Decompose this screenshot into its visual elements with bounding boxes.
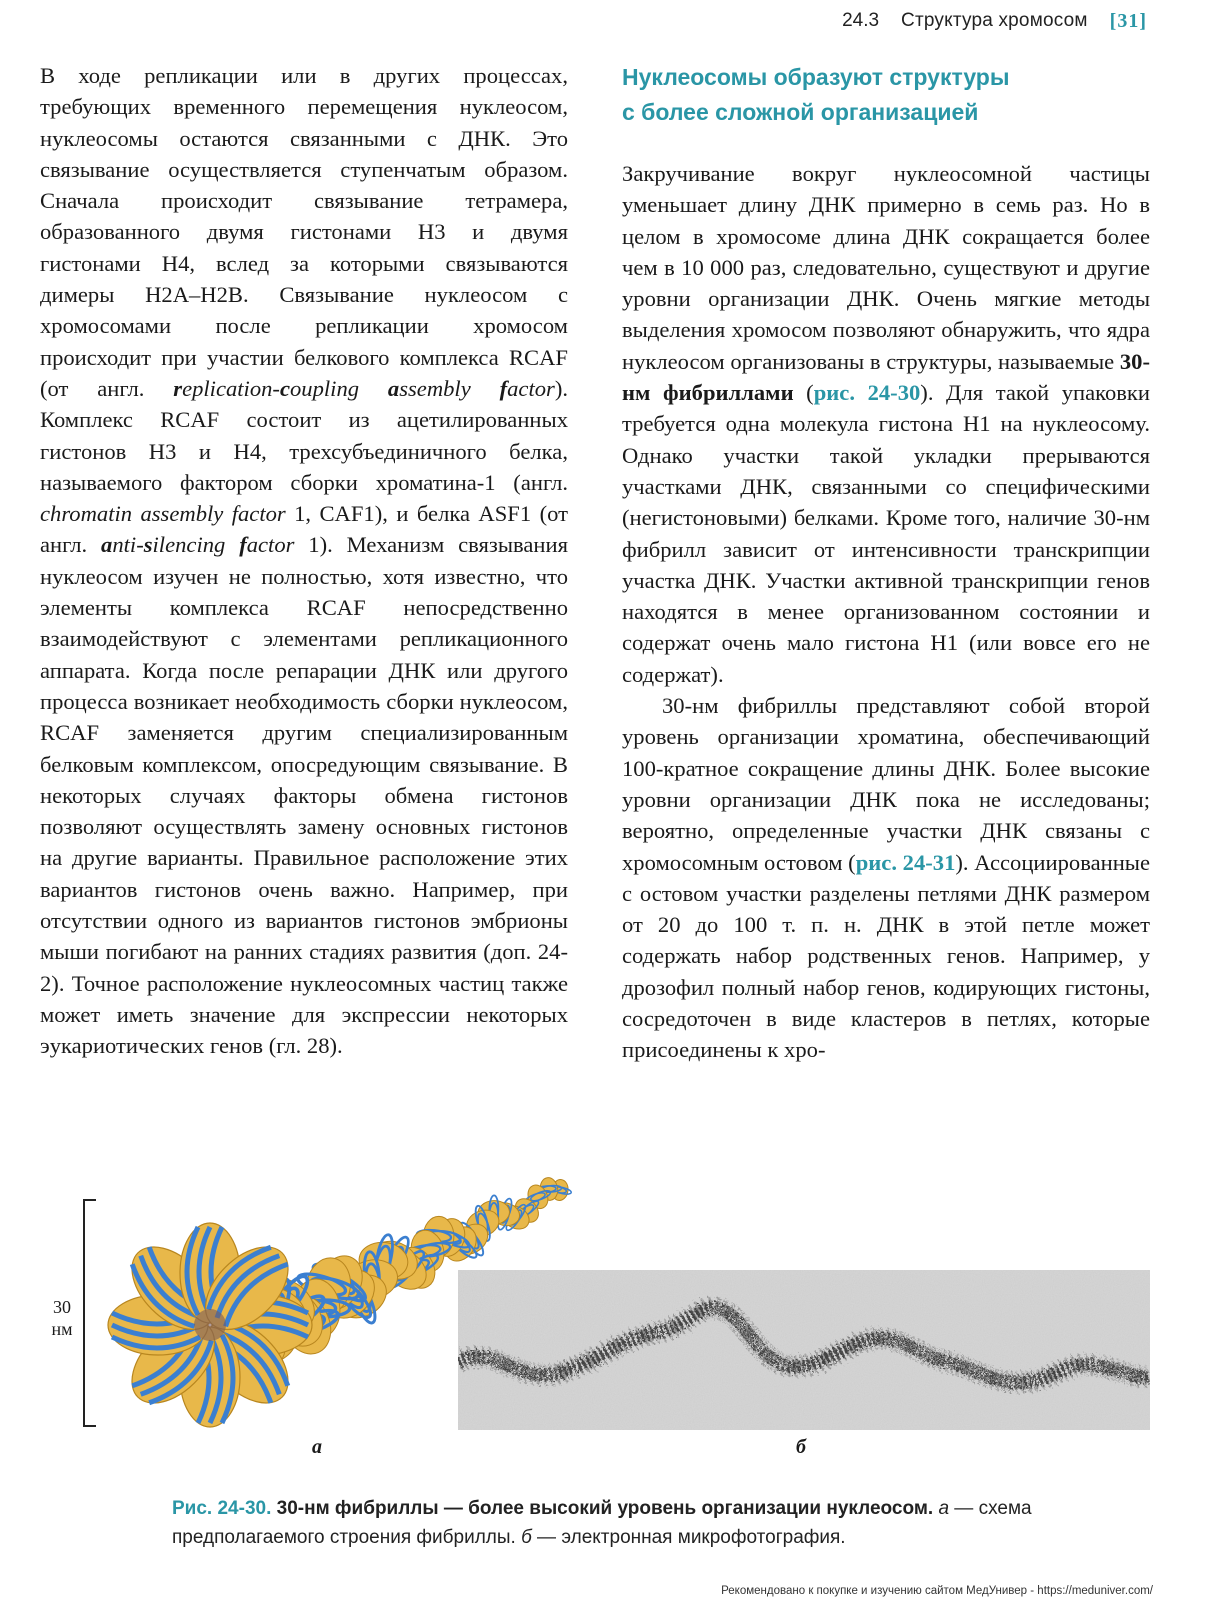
heading-line: Нуклеосомы образуют структуры [622,64,1010,90]
footer-note: Рекомендовано к покупке и изучению сайтом МедУнивер - https://meduniver.com/ [721,1585,1153,1597]
figure-ref-24-31[interactable]: рис. 24-31 [855,849,956,875]
scale-unit: нм [51,1319,73,1339]
asf-letter: a [101,532,113,558]
caption-label-b: б [515,1527,532,1548]
section-number: 24.3 [842,10,880,31]
text-run: ). Для такой упаковки требуется одна молекула гистона Н1 на нуклеосому. Однако участки такой укладки прерываются участками ДНК, связанными со специфическими (негистоновыми) белками. Кроме того, наличие 30-нм фибрилл зависит от интенсивности транскрипции участка ДНК. Участки активной транскрипции генов находятся в менее организованном состоянии и содержат очень мало гистона Н1 (или вовсе его не содержат). [622,380,1150,687]
caf-term: chromatin assembly factor [40,501,286,527]
scale-label [44,1296,80,1340]
asf-word: nti- [112,532,144,558]
rcaf-letter: c [279,375,290,401]
text-run: Закручивание вокруг нуклеосомной частицы уменьшает длину ДНК примерно в семь раз. Но в целом в хромосоме длина ДНК сокращается более чем в 10 000 раз, следовательно, существуют и другие уровни организации ДНК. Очень мягкие методы выделения хромосом позволяют обнаружить, что ядра нуклеосом организованы в структуры, называемые [622,161,1150,374]
right-column [622,60,1150,1066]
asf-word: ilencing [152,532,240,558]
rcaf-letter: a [387,375,400,401]
rcaf-letter: r [173,375,183,401]
text-run: 30-нм фибриллы представляют собой второй уровень организации хроматина, обеспечивающий 100-кратное сокращение длины ДНК. Более высокие уровни организации ДНК пока не исследованы; вероятно, определенные участки ДНК связаны с хромосомным остовом ( [622,693,1150,875]
caption-title: 30-нм фибриллы — более высокий уровень организации нуклеосом. [271,1498,934,1519]
rcaf-letter: f [499,375,508,401]
text-run: В ходе репликации или в других процессах, требующих временного перемещения нуклеосом, нуклеосомы остаются связанными с ДНК. Это связывание осуществляется ступенчатым образом. Сначала происходит связывание тетрамера, образованного двумя гистонами Н3 и двумя гистонами Н4, вслед за которыми связываются димеры Н2А–Н2В. Связывание нуклеосом с хромосомами после репликации хромосом происходит при участии белкового комплекса RCAF (от англ. [40,63,568,401]
fibril-rosette [108,1223,312,1427]
text-run: ). Комплекс RCAF состоит из ацетилированных гистонов Н3 и Н4, трехсубъединичного белка, называемого фактором сборки хроматина-1 (англ. [40,375,569,495]
page-number: [31] [1109,9,1147,32]
asf-word: actor [246,532,295,558]
asf-letter: s [143,532,153,558]
panel-label-b: б [796,1436,806,1458]
text-run: 1, CAF1), и белка ASF1 (от англ. [40,501,568,558]
section-title: Структура хромосом [901,10,1088,31]
rcaf-expansion [173,376,555,401]
right-paragraph-1 [622,158,1150,690]
running-head [842,6,1147,36]
electron-micrograph [458,1270,1150,1430]
rcaf-word: oupling [290,375,388,401]
heading-line: с более сложной организацией [622,99,979,125]
caption-number: Рис. 24-30. [172,1498,272,1519]
rcaf-word: ssembly [399,375,500,401]
section-heading [622,60,1150,130]
rcaf-word: eplication- [182,375,280,401]
asf-letter: f [239,532,247,558]
text-run: ( [793,380,814,406]
asf-expansion [101,532,294,557]
text-run: 1). Механизм связывания нуклеосом изучен не полностью, хотя известно, что элементы комплекса RCAF непосредственно взаимодействуют с элементами репликационного аппарата. Когда после репарации ДНК или другого процесса возникает необходимость сборки нуклеосом, RCAF заменяется другим специализированным белковым комплексом, опосредующим связывание. В некоторых случаях факторы обмена гистонов позволяют осуществлять замену основных гистонов на другие варианты. Правильное расположение этих вариантов гистонов очень важно. Например, при отсутствии одного из вариантов гистонов эмбрионы мыши погибают на ранних стадиях развития (доп. 24-2). Точное расположение нуклеосомных частиц также может иметь значение для экспрессии некоторых эукариотических генов (гл. 28). [40,532,569,1059]
figure-24-30 [40,1150,1170,1470]
rosette-core [194,1309,226,1341]
figure-ref-24-30[interactable]: рис. 24-30 [813,380,921,406]
term-30nm: 30-нм фибриллами [622,348,1150,406]
rcaf-word: actor [507,375,555,401]
figure-caption [172,1494,1052,1552]
right-paragraph-2 [622,690,1150,1066]
scale-value: 30 [53,1297,71,1317]
left-paragraph [40,60,568,1062]
caption-text-a: — схема предполагаемого строения фибриллы. [172,1498,1032,1548]
panel-label-a: а [312,1436,322,1458]
text-run: ). Ассоциированные с остовом участки разделены петлями ДНК размером от 20 до 100 т. п. н. ДНК в этой петле может содержать набор родственных генов. Например, у дрозофил полный набор генов, кодирующих гистоны, сосредоточен в виде кластеров в петлях, которые присоединены к хро- [622,849,1150,1063]
left-column [40,60,568,1062]
caption-label-a: а [933,1498,950,1519]
caption-text-b: — электронная микрофотография. [531,1527,846,1548]
